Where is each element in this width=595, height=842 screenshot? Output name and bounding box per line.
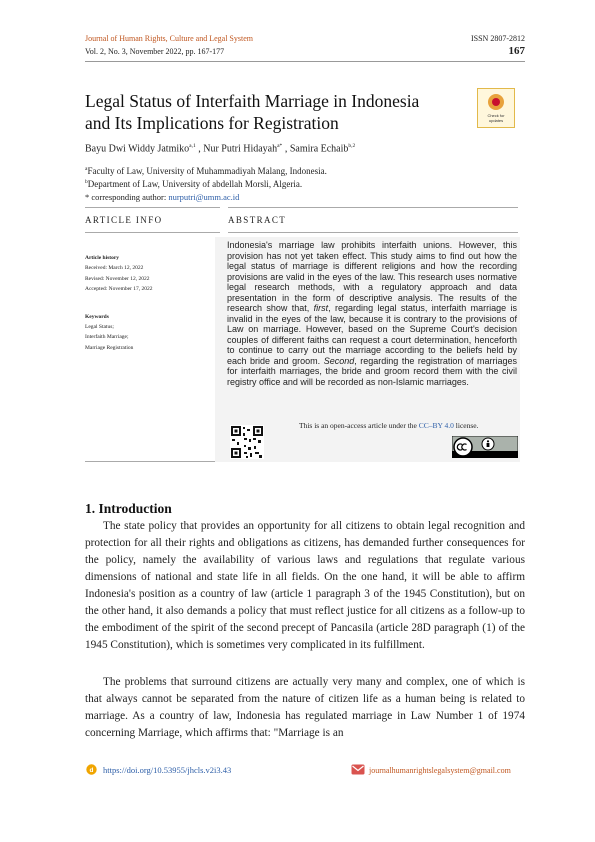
oa-prefix: This is an open-access article under the bbox=[299, 421, 419, 430]
abstract-text bbox=[227, 240, 517, 387]
keyword: Marriage Registration bbox=[85, 345, 134, 351]
abstract-top-rule bbox=[228, 207, 518, 208]
keyword: Legal Status; bbox=[85, 324, 114, 330]
received-date: Received: March 12, 2022 bbox=[85, 265, 144, 271]
author-2-sup: a* bbox=[277, 143, 283, 149]
article-info-heading: ARTICLE INFO bbox=[85, 215, 163, 225]
abstract-first: first bbox=[313, 303, 329, 313]
cc-by-license-badge[interactable] bbox=[452, 436, 518, 458]
abstract-heading: ABSTRACT bbox=[228, 215, 287, 225]
header-divider bbox=[85, 61, 525, 62]
article-info-mid-rule bbox=[85, 232, 220, 233]
crossmark-dot-icon bbox=[492, 98, 500, 106]
title-line-2: and Its Implications for Registration bbox=[85, 113, 339, 133]
affiliation-b bbox=[85, 179, 302, 189]
author-3-sup: b,2 bbox=[348, 143, 356, 149]
article-info-top-rule bbox=[85, 207, 220, 208]
author-1: Bayu Dwi Widdy Jatmiko bbox=[85, 143, 190, 155]
corresponding-author-label: * corresponding author: bbox=[85, 192, 169, 202]
keyword: Interfaith Marriage; bbox=[85, 334, 129, 340]
contact-email-link[interactable]: journalhumanrightslegalsystem@gmail.com bbox=[369, 766, 511, 775]
oa-suffix: license. bbox=[453, 421, 479, 430]
check-for-updates-label: Check for updates bbox=[487, 113, 505, 123]
license-link[interactable]: CC–BY 4.0 bbox=[418, 421, 454, 430]
issn: ISSN 2807-2812 bbox=[470, 34, 525, 43]
abstract-part-3: , regarding the registration of marriages for interfaith marriages, the bride and groom record them with the civil registry office and will be recorded as non-Islamic marriages. bbox=[227, 355, 517, 387]
abstract-second: Second bbox=[323, 355, 355, 366]
introduction-paragraph-1 bbox=[85, 518, 525, 654]
author-2: Nur Putri Hidayah bbox=[203, 143, 278, 155]
paper-title bbox=[85, 90, 465, 134]
title-line-1: Legal Status of Interfaith Marriage in Indonesia bbox=[85, 91, 420, 111]
volume-info: Vol. 2, No. 3, November 2022, pp. 167-177 bbox=[85, 47, 225, 56]
email-icon bbox=[351, 764, 365, 775]
corresponding-email-link[interactable]: nurputri@umm.ac.id bbox=[168, 192, 240, 202]
corresponding-author bbox=[85, 192, 239, 202]
author-3: Samira Echaib bbox=[289, 143, 349, 155]
author-list: Bayu Dwi Widdy Jatmiko$^{a,1}$ , Nur Putri Hidayah$^{a*}$ , Samira Echaib$^{b,2}$ bbox=[85, 143, 356, 155]
section-heading-introduction: 1. Introduction bbox=[85, 501, 172, 516]
accepted-date: Accepted: November 17, 2022 bbox=[85, 286, 153, 292]
affiliation-b-sup: b bbox=[85, 179, 88, 185]
introduction-paragraph-2 bbox=[85, 674, 525, 742]
affiliation-a-text: Faculty of Law, University of Muhammadiyah Malang, Indonesia. bbox=[87, 166, 327, 176]
journal-name: Journal of Human Rights, Culture and Legal System bbox=[85, 34, 253, 43]
qr-code-icon bbox=[230, 425, 264, 459]
introduction-paragraph-2-text: The problems that surround citizens are actually very many and complex, one of which is that always cannot be separated from the nature of citizen life as a human being is related to marriage. As a country of law, Indonesia has regulated marriage in Law Number 1 of 1974 concerning Marriage, which affirms that: "Marriage is an bbox=[85, 676, 525, 739]
affiliation-a-sup: a bbox=[85, 166, 88, 172]
article-history-heading: Article history bbox=[85, 255, 120, 261]
keywords-heading: Keywords bbox=[85, 314, 109, 320]
affiliation-a bbox=[85, 166, 327, 176]
open-access-notice bbox=[299, 421, 478, 430]
article-info-bottom-rule bbox=[85, 461, 220, 462]
doi-link[interactable]: https://doi.org/10.53955/jhcls.v2i3.43 bbox=[103, 765, 232, 775]
doi-icon bbox=[86, 764, 97, 775]
introduction-paragraph-1-text: The state policy that provides an opportunity for all citizens to obtain legal recognition and protection for all their rights and obligations as citizens, has demanded further consequences for the policy, namely the availability of various laws and regulations that regulate various dimensions of national and state life in all fields. On the one hand, it will be able to affirm Indonesia's position as a country of law (article 1 paragraph 3 of the 1945 Constitution), but on the other hand, it also demands a policy that must reflect justice for all citizens as a follow-up to the embodiment of the spirit of the second precept of Pancasila (article 28D paragraph (1) of the 1945 Constitution), which is sometimes very complicated in its fulfillment. bbox=[85, 520, 525, 651]
page-number: 167 bbox=[508, 45, 525, 57]
revised-date: Revised: November 12, 2022 bbox=[85, 276, 150, 282]
affiliation-b-text: Department of Law, University of abdellah Morsli, Algeria. bbox=[87, 179, 303, 189]
abstract-part-2: , regarding legal status, interfaith marriage is invalid in the eyes of the law, because it is contrary to the provisions of Law on marriage. However, based on the Supreme Court's decision couples of different faiths can request a court determination, henceforth to continue to carry out the marriage according to the beliefs held by each bride and groom. bbox=[227, 303, 517, 366]
abstract-part-1: Indonesia's marriage law prohibits interfaith unions. However, this provision has not yet taken effect. This study aims to find out how the legal status of marriage is different religions and how the recording provisions are valid in the eyes of the law. This research uses normative legal research methods, with a regulatory approach and data presentation in the form of descriptive analysis. The results of the research show that, bbox=[227, 240, 517, 313]
check-for-updates-badge[interactable] bbox=[477, 88, 515, 128]
abstract-mid-rule bbox=[228, 232, 518, 233]
svg-text:d: d bbox=[89, 767, 94, 774]
author-1-sup: a,1 bbox=[189, 143, 196, 149]
